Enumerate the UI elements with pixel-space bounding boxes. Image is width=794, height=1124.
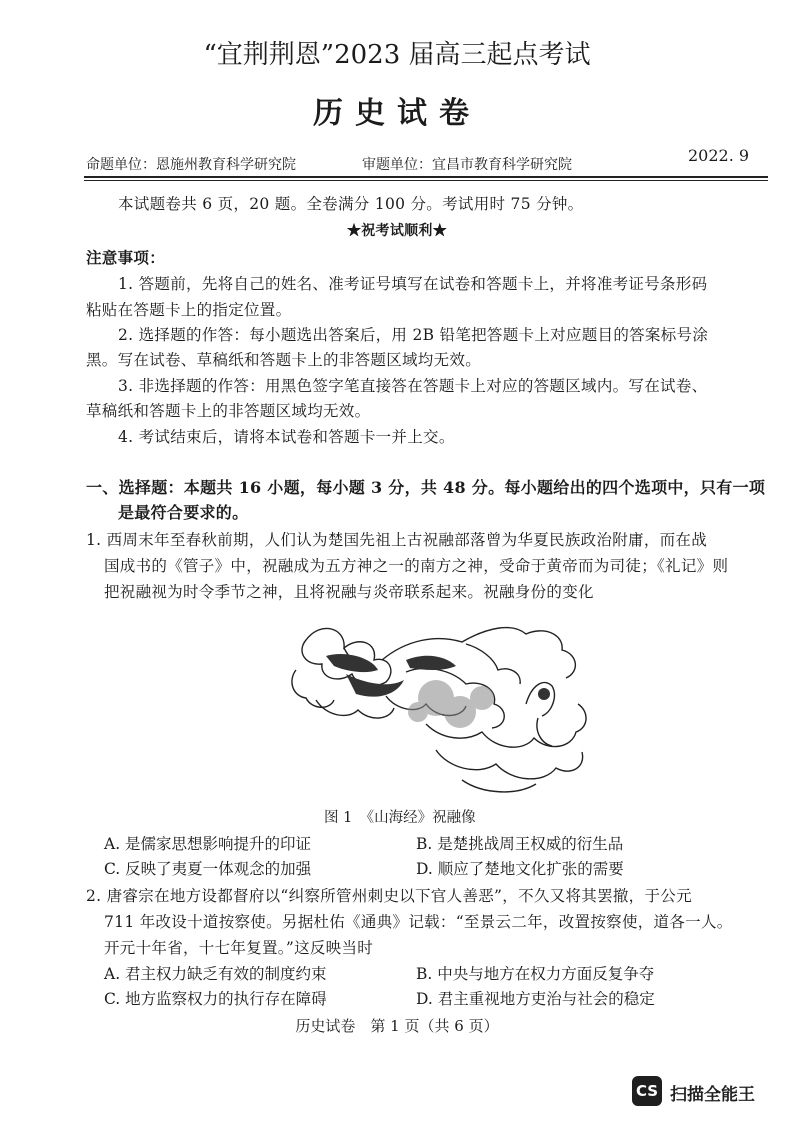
camscanner-logo-icon: CS <box>632 1076 662 1106</box>
q2-option-b: B. 中央与地方在权力方面反复争夺 <box>416 965 655 983</box>
note-4: 4. 考试结束后，请将本试卷和答题卡一并上交。 <box>118 428 455 446</box>
note-3b: 草稿纸和答题卡上的非答题区域均无效。 <box>86 402 371 420</box>
header-rule <box>84 176 768 178</box>
q2-line1: 2. 唐睿宗在地方设都督府以“纠察所管州刺史以下官人善恶”，不久又将其罢撤，于公元 <box>86 887 692 905</box>
q1-option-c: C. 反映了夷夏一体观念的加强 <box>104 860 312 878</box>
q2-line2: 711 年改设十道按察使。另据杜佑《通典》记载：“至景云二年，改置按察使，道各一人。 <box>104 913 733 931</box>
page-footer: 历史试卷 第 1 页（共 6 页） <box>295 1017 499 1035</box>
exam-title: “宜荆荆恩”2023 届高三起点考试 <box>203 40 591 70</box>
zhurong-illustration <box>286 600 596 800</box>
q1-option-b: B. 是楚挑战周王权威的衍生品 <box>416 835 624 853</box>
good-luck-line: ★祝考试顺利★ <box>346 223 448 239</box>
q2-line3: 开元十年省，十七年复置。”这反映当时 <box>104 939 374 957</box>
note-3a: 3. 非选择题的作答：用黑色签字笔直接答在答题卡上对应的答题区域内。写在试卷、 <box>118 377 708 395</box>
q1-line3: 把祝融视为时令季节之神，且将祝融与炎帝联系起来。祝融身份的变化 <box>104 583 594 601</box>
q2-option-c: C. 地方监察权力的执行存在障碍 <box>104 990 327 1008</box>
paper-title: 历史试卷 <box>313 96 481 131</box>
proposer-label: 命题单位：恩施州教育科学研究院 <box>86 157 296 173</box>
note-1b: 粘贴在答题卡上的指定位置。 <box>86 301 292 319</box>
note-1a: 1. 答题前，先将自己的姓名、准考证号填写在试卷和答题卡上，并将准考证号条形码 <box>118 275 708 293</box>
q1-option-d: D. 顺应了楚地文化扩张的需要 <box>416 860 624 878</box>
header-rule-thin <box>84 180 768 181</box>
camscanner-watermark: 扫描全能王 <box>670 1085 755 1105</box>
reviewer-label: 审题单位：宜昌市教育科学研究院 <box>362 157 572 173</box>
notes-heading: 注意事项： <box>86 248 166 267</box>
q1-line1: 1. 西周末年至春秋前期，人们认为楚国先祖上古祝融部落曾为华夏民族政治附庸，而在战 <box>86 531 708 549</box>
q1-line2: 国成书的《管子》中，祝融成为五方神之一的南方之神，受命于黄帝而为司徒；《礼记》则 <box>104 557 729 575</box>
q1-option-a: A. 是儒家思想影响提升的印证 <box>104 835 312 853</box>
figure-caption: 图 1 《山海经》祝融像 <box>324 810 476 826</box>
section1-heading-cont: 是最符合要求的。 <box>118 503 249 522</box>
exam-summary: 本试题卷共 6 页，20 题。全卷满分 100 分。考试用时 75 分钟。 <box>118 195 584 213</box>
note-2b: 黑。写在试卷、草稿纸和答题卡上的非答题区域均无效。 <box>86 351 482 369</box>
section1-heading: 一、选择题：本题共 16 小题，每小题 3 分，共 48 分。每小题给出的四个选项中，只有一项 <box>86 478 766 497</box>
exam-date: 2022. 9 <box>688 146 750 165</box>
note-2a: 2. 选择题的作答：每小题选出答案后，用 2B 铅笔把答题卡上对应题目的答案标号涂 <box>118 326 709 344</box>
q2-option-d: D. 君主重视地方吏治与社会的稳定 <box>416 990 655 1008</box>
q2-option-a: A. 君主权力缺乏有效的制度约束 <box>104 965 327 983</box>
